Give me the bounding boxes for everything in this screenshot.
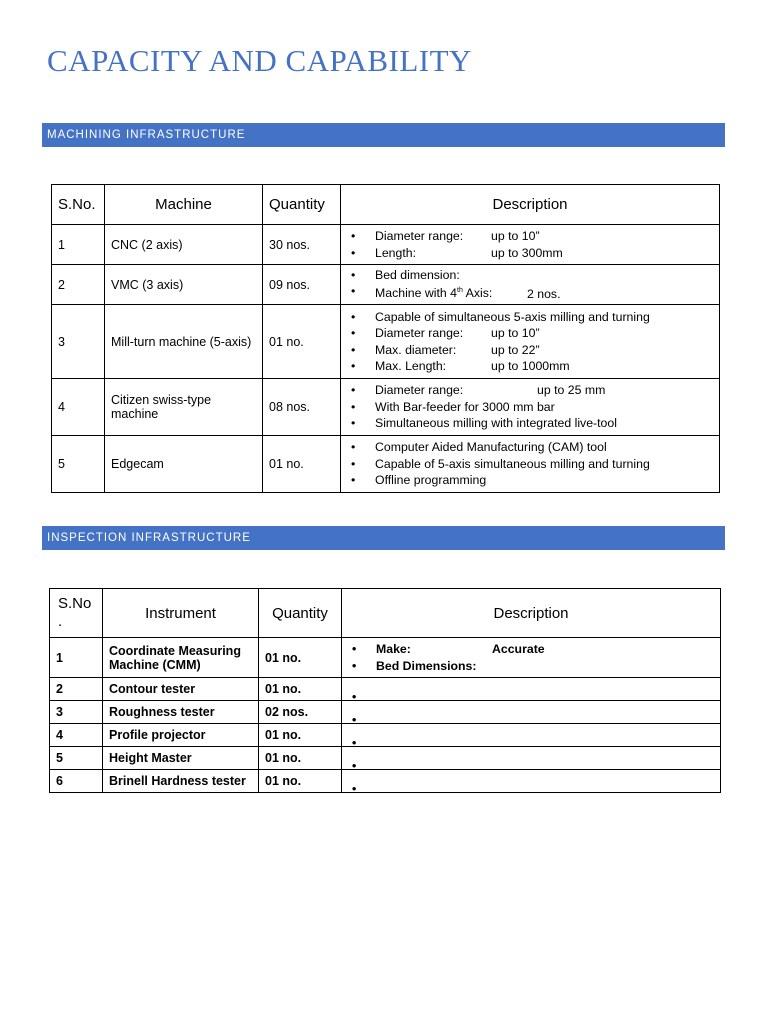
- table-row: [50, 747, 721, 770]
- description-key: Machine with 4th Axis:: [375, 286, 493, 301]
- quantity-cell: 02 nos.: [259, 701, 342, 724]
- description-item: [347, 245, 713, 262]
- description-key: Length:: [375, 245, 417, 260]
- description-value: up to 10”: [491, 326, 540, 340]
- description-item: • Capable of 5-axis simultaneous milling and turning: [347, 456, 713, 473]
- sno-cell: 3: [50, 701, 103, 724]
- description-list: [347, 309, 713, 375]
- quantity-cell: 01 no.: [259, 747, 342, 770]
- name-cell: Height Master: [103, 747, 259, 770]
- quantity-cell: 01 no.: [263, 436, 341, 493]
- description-value: Accurate: [492, 642, 545, 656]
- name-cell: Profile projector: [103, 724, 259, 747]
- description-item: [347, 358, 713, 375]
- description-cell: [341, 379, 720, 436]
- name-cell: VMC (3 axis): [105, 265, 263, 305]
- description-list: [348, 641, 714, 674]
- description-item: • Simultaneous milling with integrated live-tool: [347, 415, 713, 432]
- description-value: up to 1000mm: [491, 359, 570, 373]
- machining-section-header: MACHINING INFRASTRUCTURE: [42, 123, 725, 147]
- table-row: [52, 305, 720, 379]
- col-header-sno: S.No .: [50, 589, 103, 638]
- name-cell: CNC (2 axis): [105, 225, 263, 265]
- table-row: [50, 770, 721, 793]
- description-key: Max. diameter:: [375, 342, 457, 357]
- description-item: • Capable of simultaneous 5-axis milling and turning: [347, 309, 713, 326]
- description-key: Max. Length:: [375, 359, 447, 373]
- description-list: [347, 267, 713, 302]
- inspection-header-row: [50, 589, 721, 638]
- description-cell: [342, 747, 721, 770]
- name-cell: Mill-turn machine (5-axis): [105, 305, 263, 379]
- description-item: [347, 325, 713, 342]
- table-row: [52, 436, 720, 493]
- quantity-cell: 01 no.: [259, 678, 342, 701]
- description-item: • Bed Dimensions:: [348, 658, 714, 675]
- table-row: [52, 225, 720, 265]
- quantity-cell: 01 no.: [263, 305, 341, 379]
- description-cell: [342, 701, 721, 724]
- table-row: [52, 265, 720, 305]
- table-row: [50, 701, 721, 724]
- name-cell: Brinell Hardness tester: [103, 770, 259, 793]
- sno-cell: 2: [52, 265, 105, 305]
- description-item: [347, 342, 713, 359]
- description-value: up to 10”: [491, 229, 540, 243]
- description-cell: [342, 724, 721, 747]
- quantity-cell: 01 no.: [259, 770, 342, 793]
- description-cell: [341, 305, 720, 379]
- col-header-instrument: Instrument: [103, 589, 259, 638]
- description-item: • Computer Aided Manufacturing (CAM) tool: [347, 439, 713, 456]
- description-value: up to 25 mm: [537, 383, 606, 398]
- table-row: [50, 678, 721, 701]
- sno-cell: 2: [50, 678, 103, 701]
- description-item: [347, 283, 713, 302]
- description-value: up to 22”: [491, 342, 540, 357]
- col-header-description: Description: [342, 589, 721, 638]
- machining-header-row: [52, 185, 720, 225]
- col-header-quantity: Quantity: [259, 589, 342, 638]
- sno-cell: 4: [50, 724, 103, 747]
- description-cell: [342, 638, 721, 678]
- sno-cell: 4: [52, 379, 105, 436]
- description-item: [348, 641, 714, 658]
- description-item: • Bed dimension:: [347, 267, 713, 284]
- table-row: [52, 379, 720, 436]
- name-cell: Contour tester: [103, 678, 259, 701]
- description-list: [347, 228, 713, 261]
- description-list: [347, 382, 713, 432]
- inspection-table: [49, 588, 721, 793]
- description-item: [347, 228, 713, 245]
- quantity-cell: 09 nos.: [263, 265, 341, 305]
- col-header-quantity: Quantity: [263, 185, 341, 225]
- col-header-description: Description: [341, 185, 720, 225]
- table-row: [50, 638, 721, 678]
- description-key: Diameter range:: [375, 326, 464, 340]
- quantity-cell: 30 nos.: [263, 225, 341, 265]
- machining-table: [51, 184, 720, 493]
- description-item: • With Bar-feeder for 3000 mm bar: [347, 399, 713, 416]
- name-cell: Roughness tester: [103, 701, 259, 724]
- sno-cell: 5: [52, 436, 105, 493]
- description-list: [347, 439, 713, 489]
- name-cell: Edgecam: [105, 436, 263, 493]
- inspection-section-header: INSPECTION INFRASTRUCTURE: [42, 526, 725, 550]
- table-row: [50, 724, 721, 747]
- name-cell: Coordinate Measuring Machine (CMM): [103, 638, 259, 678]
- quantity-cell: 08 nos.: [263, 379, 341, 436]
- sno-cell: 1: [52, 225, 105, 265]
- quantity-cell: 01 no.: [259, 724, 342, 747]
- page-title: CAPACITY AND CAPABILITY: [47, 43, 472, 78]
- description-cell: [342, 678, 721, 701]
- description-cell: [341, 436, 720, 493]
- description-cell: [341, 225, 720, 265]
- description-cell: [341, 265, 720, 305]
- description-key: Make:: [376, 642, 411, 656]
- description-value: up to 300mm: [491, 245, 563, 260]
- description-cell: [342, 770, 721, 793]
- col-header-machine: Machine: [105, 185, 263, 225]
- description-value: 2 nos.: [527, 286, 561, 301]
- description-key: Diameter range:: [375, 229, 464, 243]
- name-cell: Citizen swiss-type machine: [105, 379, 263, 436]
- sno-cell: 6: [50, 770, 103, 793]
- description-item: [347, 382, 713, 399]
- description-key: Diameter range:: [375, 383, 464, 398]
- sno-cell: 3: [52, 305, 105, 379]
- description-item: • Offline programming: [347, 472, 713, 489]
- sno-cell: 5: [50, 747, 103, 770]
- sno-cell: 1: [50, 638, 103, 678]
- quantity-cell: 01 no.: [259, 638, 342, 678]
- col-header-sno: S.No.: [52, 185, 105, 225]
